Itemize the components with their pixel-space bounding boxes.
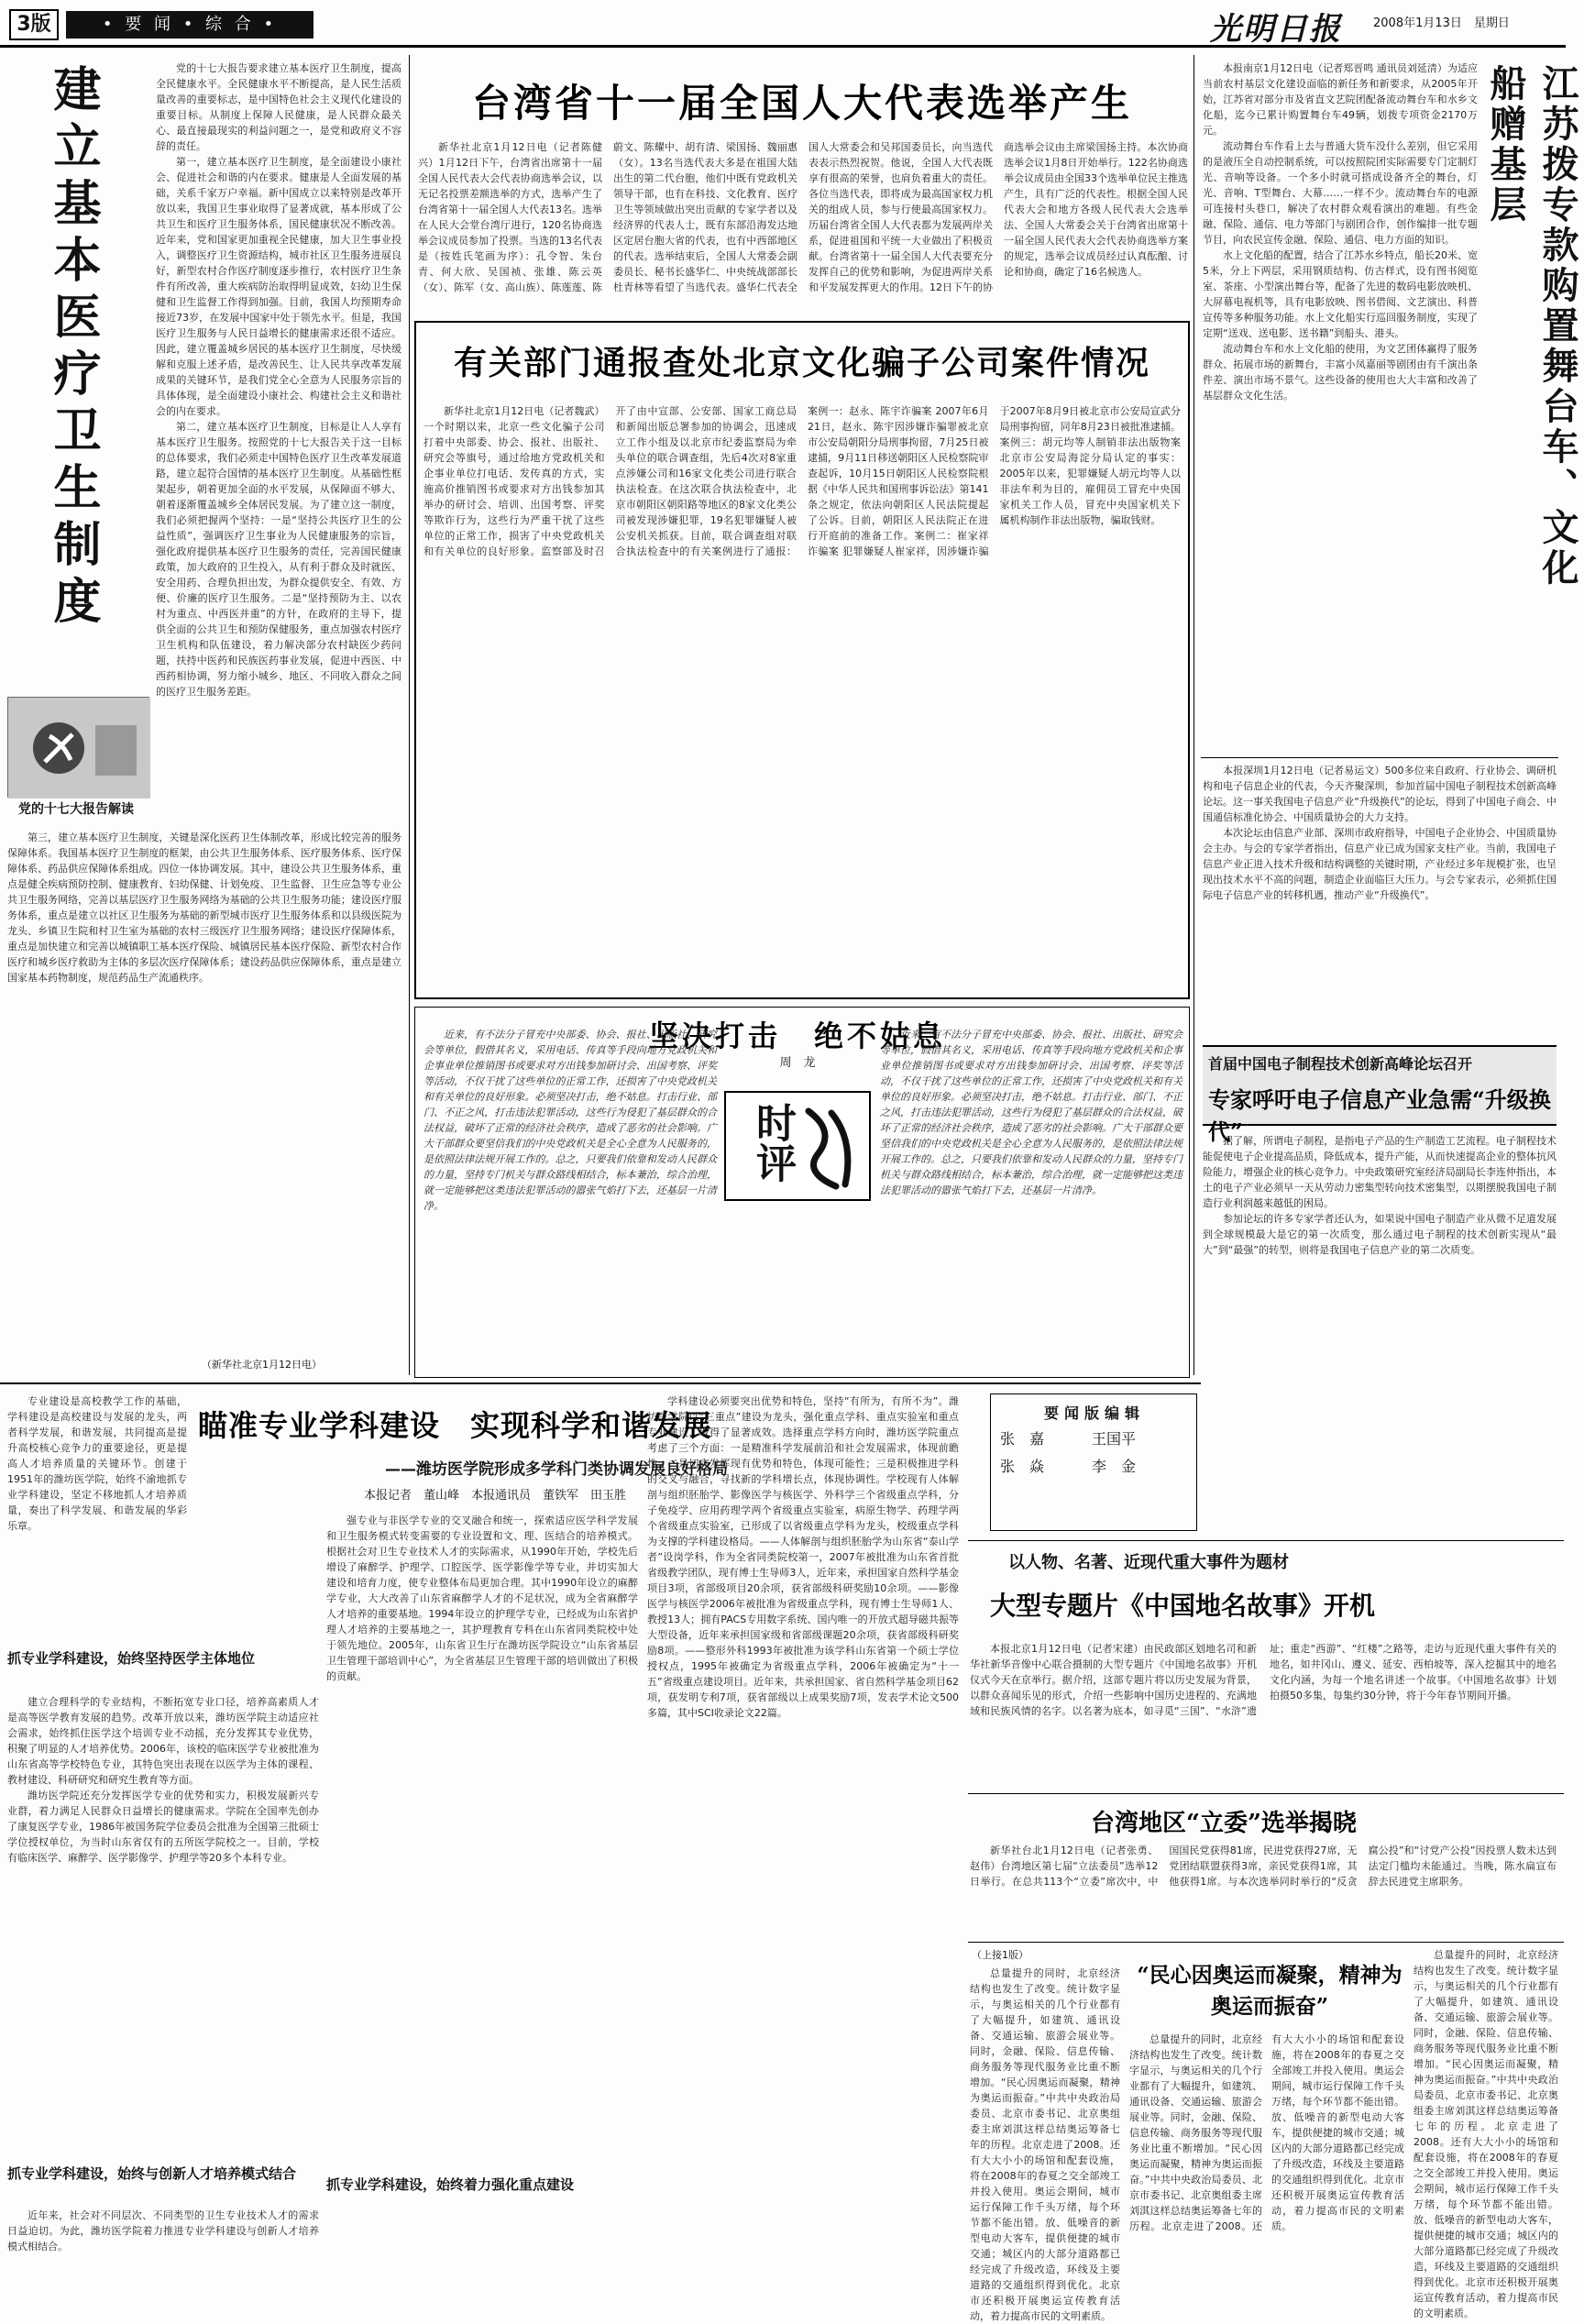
- art6-paragraph: 强专业与非医学专业的交叉融合和统一，探索适应医学科学发展和卫生服务模式转变需要的专业设置和文、理、医结合的培养模式。根据社会对卫生专业技术人才的实际需求，从1990年开始，学校先后增设了麻醉学、护理学、口腔医学、医学影像学等专业，并切实加大建设和培育力度，使专业整体布局更加合理。其中1990年设立的麻醉学专业，大大改善了山东省麻醉学人才的不足状况，成为全省麻醉学人才培养的重要基地。1994年设立的护理学专业，已经成为山东省护理人才培养的主要基地之一，其护理教育专科在山东省同类院校中处于领先地位。2005年，山东省卫生厅在潍坊医学院设立“山东省基层卫生管理干部培训中心”，为全省基层卫生管理干部的培训做出了积极的贡献。: [326, 1514, 638, 1682]
- commentary-body-right: [880, 1027, 1182, 1371]
- art6-paragraph: 潍坊医学院还充分发挥医学专业的优势和实力，积极发展新兴专业群，着力满足人民群众日益增长的健康需求。学院在全国率先创办了康复医学专业，1986年被国务院学位委员会批准为全国第三批硕士学位授权单位，为当时山东省仅有的五所医学院校之一。目前，学校有临床医学、麻醉学、医学影像学、护理学等20多个本科专业。: [7, 1790, 319, 1864]
- art6-col3: [647, 1393, 959, 2235]
- art5-title: 首届中国电子制程技术创新高峰论坛召开: [1208, 1055, 1473, 1073]
- art5-paragraph: 参加论坛的许多专家学者还认为，如果说中国电子制造产业从微不足道发展到全球规模最大是它的第一次质变，那么通过电子制程的技术创新实现从“最大”到“最强”的转型，则将是我国电子信息产业的第二次质变。: [1203, 1213, 1556, 1256]
- art1-body-b: [7, 830, 402, 1352]
- art6-paragraph: 专业建设是高校教学工作的基础，学科建设是高校建设与发展的龙头，两者科学发展，和谐发展，共同提高是提升高校核心竞争力的重要途径，更是提高人才培养质量的关键环节。创建于1951年的潍坊医学院，始终不渝地抓专业学科建设，坚定不移地抓人才培养质量，奏出了科学发展、和谐发展的华彩乐章。: [7, 1395, 187, 1532]
- art6-col1: [7, 1694, 319, 2189]
- art6-paragraph: 近年来，社会对不同层次、不同类型的卫生专业技术人才的需求日益迫切。为此，潍坊医学院着力推进专业学科建设与创新人才培养模式相结合。: [7, 2209, 319, 2252]
- art1-paragraph: 第三，建立基本医疗卫生制度，关键是深化医药卫生体制改革，形成比较完善的服务保障体系。我国基本医疗卫生制度的框架，由公共卫生服务体系、医疗服务体系、医疗保障体系、药品供应保障体系组成。四位一体协调发展。其中，建设公共卫生服务体系，重点是健全疾病预防控制、健康教育、妇幼保健、计划免疫、卫生监督、卫生应急等专业公共卫生服务网络，完善以基层医疗卫生服务网络为基础的公共卫生服务功能；建设医疗服务体系，重点是建立以社区卫生服务为基础的新型城市医疗卫生服务体系和以县级医院为龙头、乡镇卫生院和村卫生室为基础的农村三级医疗卫生服务网络；建设医疗保障体系，重点是加快建立和完善以城镇职工基本医疗保险、城镇居民基本医疗保险、新型农村合作医疗和城乡医疗救助为主体的多层次医疗保障体系；建设药品供应保障体系，重点是建立国家基本药物制度，规范药品生产流通秩序。: [7, 832, 402, 984]
- commentary-author: 周 龙: [779, 1056, 816, 1070]
- masthead: [0, 0, 1566, 48]
- art4-paragraph: 水上文化船的配置，结合了江苏水乡特点，船长20米、宽5米，分上下两层，采用钢质结构、仿古样式，设有图书阅览室、茶座、小型演出舞台等，配备了先进的数码电影放映机、大屏幕电视机等，具有电影放映、图书借阅、文艺演出、科普宣传等多种服务功能。水上文化船实行巡回服务制度，实现了定期“送戏、送电影、送书籍”到船头、港头。: [1203, 249, 1478, 339]
- art1-title: 建立基本医疗卫生制度: [45, 64, 101, 633]
- art9-tag: （上接1版）: [972, 1949, 1028, 1961]
- editors-title: 要闻版编辑: [1043, 1404, 1145, 1422]
- commentary-title: 坚决打击 绝不姑息: [648, 1019, 946, 1053]
- art6-intro: [7, 1393, 187, 1641]
- art1-caption: 党的十七大报告解读: [18, 802, 134, 817]
- commentary-label: 时评: [749, 1102, 796, 1183]
- art9-paragraph: 总量提升的同时，北京经济结构也发生了改变。统计数字显示，与奥运相关的几个行业都有了大幅提升，如建筑、通讯设备、交通运输、旅游会展业等。同时，金融、保险、信息传输、商务服务等现代服务业比重不断增加。“民心因奥运而凝聚，精神为奥运而振奋。”中共中央政治局委员、北京市委书记、北京奥组委主席刘淇这样总结奥运筹备七年的历程。北京走进了2008。还有大大小小的场馆和配套设施，将在2008年的春夏之交全部竣工并投入使用。奥运会期间，城市运行保障工作千头万绪，每个环节都不能出错。放、低噪音的新型电动大客车，提供便捷的城市交通；城区内的大部分道路都已经完成了升级改造，环线及主要道路的交通组织得到优化。北京市还积极开展奥运宣传教育活动，着力提高市民的文明素质。: [1129, 2033, 1404, 2232]
- paper-title: 光明日报: [1210, 11, 1342, 48]
- art9-paragraph: 总量提升的同时，北京经济结构也发生了改变。统计数字显示，与奥运相关的几个行业都有了大幅提升，如建筑、通讯设备、交通运输、旅游会展业等。同时，金融、保险、信息传输、商务服务等现代服务业比重不断增加。“民心因奥运而凝聚，精神为奥运而振奋。”中共中央政治局委员、北京市委书记、北京奥组委主席刘淇这样总结奥运筹备七年的历程。北京走进了2008。还有大大小小的场馆和配套设施，将在2008年的春夏之交全部竣工并投入使用。奥运会期间，城市运行保障工作千头万绪，每个环节都不能出错。放、低噪音的新型电动大客车，提供便捷的城市交通；城区内的大部分道路都已经完成了升级改造，环线及主要道路的交通组织得到优化。北京市还积极开展奥运宣传教育活动，着力提高市民的文明素质。: [1414, 1949, 1558, 2319]
- commentary-paragraph: 近来，有不法分子冒充中央部委、协会、报社、出版社、研究会等单位，假借其名义，采用电话、传真等手段向地方党政机关和企事业单位推销图书或要求对方出钱参加研讨会、出国考察、评奖等活动，不仅干扰了这些单位的正常工作，还损害了中央党政机关和有关单位的良好形象。必须坚决打击，绝不姑息。打击行业、部门、不正之风，打击违法犯罪活动，这些行为侵犯了基层群众的合法权益，破坏了正常的经济社会秩序，造成了恶劣的社会影响。广大干部群众要坚信我们的中央党政机关是全心全意为人民服务的，是依照法律法规开展工作的。总之，只要我们依靠和发动人民群众的力量，坚持专门机关与群众路线相结合，标本兼治，综合治理，就一定能够把这类违法犯罪活动的嚣张气焰打下去，还基层一片清净。: [880, 1029, 1182, 1196]
- art6-byline: 本报记者 董山峰 本报通讯员 董铁军 田玉胜: [363, 1489, 626, 1503]
- art8-title: 台湾地区“立委”选举揭晓: [1091, 1810, 1357, 1837]
- art9-col2: [1129, 2032, 1404, 2235]
- art4-paragraph: 流动舞台车作看上去与普通大货车没什么差别，但它采用的是液压全自动控制系统，可以按照院团实际需要专门定制灯光、音响等设备。一个多小时就可搭成设备齐全的舞台，灯光、音响、T型舞台、大幕……一样不少。流动舞台车的电源可连接村头巷口，解决了农村群众观看演出的难题。有些金融、保险、通信、电力等部门与剧团合作，创作编排一批专题节目，向农民宣传金融、保险、通信、电力方面的知识。: [1203, 140, 1478, 246]
- art2-body: [418, 139, 1188, 314]
- art6-heading-1: 抓专业学科建设，始终坚持医学主体地位: [7, 1650, 256, 1667]
- art5-body-a: [1203, 763, 1556, 1038]
- art6-subtitle: ——潍坊医学院形成多学科门类协调发展良好格局: [385, 1460, 728, 1479]
- art5-paragraph: 本次论坛由信息产业部、深圳市政府指导，中国电子企业协会、中国质量协会主办。与会的专家学者指出，信息产业已成为国家支柱产业。当前，我国电子信息产业正进入技术升级和结构调整的关键时期，产业经过多年规模扩张，也呈现出技术水平不高的问题，制造企业面临巨大压力。与会专家表示，必须抓住国际电子信息产业的转移机遇，推动产业“升级换代”。: [1203, 827, 1556, 901]
- art1-paragraph: 党的十七大报告要求建立基本医疗卫生制度，提高全民健康水平。全民健康水平不断提高，是人民生活质量改善的重要标志，是中国特色社会主义现代化建设的重要目标。从制度上保障人民健康，是人民群众最关心、最直接最现实的利益问题之一，是党和政府义不容辞的责任。: [156, 62, 402, 152]
- art6-heading-2: 抓专业学科建设，始终与创新人才培养模式结合: [7, 2165, 297, 2182]
- art7-body: [970, 1641, 1556, 1788]
- art8-paragraph: 新华社台北1月12日电（记者张勇、赵伟）台湾地区第七届“立法委员”选举12日举行。在总共113个“立委”席次中，中国国民党获得81席，民进党获得27席，无党团结联盟获得3席，亲民党获得1席，其他获得1席。与本次选举同时举行的“反贪腐公投”和“讨党产公投”因投票人数未达到法定门槛均未能通过。当晚，陈水扁宣布辞去民进党主席职务。: [970, 1845, 1556, 1888]
- art5-paragraph: 据了解，所谓电子制程，是指电子产品的生产制造工艺流程。电子制程技术能促使电子企业提高品质，降低成本，提升产能，从而快速提高企业的整体抗风险能力，增强企业的核心竞争力。中央政策研究室经济局副局长李连仲指出，本土的电子产业必须早一天从劳动力密集型转向技术密集型，以期摆脱我国电子制造行业利润越来越低的困局。: [1203, 1135, 1556, 1209]
- art4-paragraph: 流动舞台车和水上文化船的使用，为文艺团体赢得了服务群众、拓展市场的新舞台，丰富小凤嘉丽等剧团由有千演出条件差、演出市场不景气。这些设备的使用也大大丰富和改善了基层群众文化生活。: [1203, 343, 1478, 402]
- art1-body-a: [156, 61, 402, 831]
- art5-subtitle: 专家呼吁电子信息产业急需“升级换代”: [1208, 1086, 1551, 1145]
- art3-body: [424, 403, 1181, 990]
- art7-paragraph: 本报北京1月12日电（记者宋建）由民政部区划地名司和新华社新华音像中心联合摄制的大型专题片《中国地名故事》开机仪式今天在京举行。据介绍，这部专题片将以历史发展为背景，以群众喜闻乐见的形式，介绍一些影响中国历史进程的、充满地域和民族风情的名字。以名著为底本，如寻觅“三国”、“水浒”遗址；重走“西游”、“红楼”之路等，走访与近现代重大事件有关的地名，如井冈山、遵义、延安、西柏坡等，深入挖掘其中的地名文化内涵，为每一个地名讲述一个故事。《中国地名故事》计划拍摄50多集，每集约30分钟，将于今年春节期间开播。: [970, 1643, 1556, 1717]
- art3-title: 有关部门通报查处北京文化骗子公司案件情况: [453, 344, 1150, 382]
- commentary-label-box: [724, 1091, 871, 1201]
- commentary-body-left: [424, 1027, 717, 1371]
- editor-name: 张 嘉: [1000, 1430, 1045, 1448]
- art1-paragraph: 第一，建立基本医疗卫生制度，是全面建设小康社会、促进社会和谐的内在要求。健康是人全面发展的基础，关系千家万户幸福。新中国成立以来特别是改革开放以来，我国卫生事业取得了显著成就，基本形成了公共卫生和医疗卫生服务体系，国民健康状况不断改善。近年来，党和国家更加重视全民健康，加大卫生事业投入，调整医疗卫生资源结构，城市社区卫生服务进展良好，新型农村合作医疗制度逐步推行，农村医疗卫生条件有所改善，重大疾病防治取得明显成效，妇幼卫生保健和卫生监督工作得到加强。目前，我国人均预期寿命接近73岁，在发展中国家中处于领先水平。但是，我国医疗卫生服务与人民日益增长的健康需求还很不适应。因此，建立覆盖城乡居民的基本医疗卫生制度，尽快缓解和克服上述矛盾，是改善民生、让人民共享改革发展成果的关键环节，是我们党全心全意为人民服务宗旨的具体体现，是全面建设小康社会、构建社会主义和谐社会的内在要求。: [156, 156, 402, 417]
- date-line: 2008年1月13日 星期日: [1373, 17, 1510, 30]
- art6-title: 瞄准专业学科建设 实现科学和谐发展: [198, 1408, 713, 1443]
- art2-paragraph: 新华社北京1月12日电（记者陈健兴）1月12日下午，台湾省出席第十一届全国人民代表大会代表协商选举会议，以无记名投票差额选举的方式，选举产生了台湾省第十一届全国人大代表13名。选举在人民大会堂台湾厅进行，120名协商选举会议成员参加了投票。当选的13名代表是（按姓氏笔画为序）：孔令智、朱台青、何大欣、吴国祯、张雄、陈云英（女）、陈军（女、高山族）、陈莲莲、陈蔚文、陈耀中、胡有清、梁国扬、魏丽惠（女）。13名当选代表大多是在祖国大陆出生的第二代台胞，他们中既有党政机关领导干部，也有在科技、文化教育、医疗卫生等领域做出突出贡献的专家学者以及经济界的代表人士，既有东部沿海发达地区定居台胞大省的代表，也有中西部地区的代表。选举结束后，全国人大常委会副委员长、秘书长盛华仁、中央统战部部长杜青林等看望了当选代表。盛华仁代表全国人大常委会和吴邦国委员长，向当选代表表示热烈祝贺。他说，全国人大代表既享有很高的荣誉，也肩负着重大的责任。各位当选代表，即将成为最高国家权力机关的组成人员，参与行使最高国家权力。历届台湾省全国人大代表都为发展两岸关系，促进祖国和平统一大业做出了积极贡献。台湾省第十一届全国人大代表要充分发挥自己的优势和影响，为促进两岸关系和平发展发挥更大的作用。12日下午的协商选举会议由主席梁国扬主持。本次协商选举会议1月8日开始举行。122名协商选举会议成员由全国33个选举单位民主推选产生，具有广泛的代表性。根据全国人民代表大会和地方各级人民代表大会选举法、全国人大常委会关于台湾省出席第十一届全国人民代表大会代表协商选举方案的规定，选举会议成员经过认真酝酿、讨论和协商，确定了16名候选人。: [418, 141, 1188, 293]
- art6-heading-3: 抓专业学科建设，始终着力强化重点建设: [326, 2176, 575, 2193]
- art6-col2: [326, 1513, 638, 2173]
- art2-title: 台湾省十一届全国人大代表选举产生: [471, 81, 1132, 126]
- art7-title: 大型专题片《中国地名故事》开机: [990, 1591, 1376, 1621]
- art9-paragraph: 总量提升的同时，北京经济结构也发生了改变。统计数字显示，与奥运相关的几个行业都有了大幅提升，如建筑、通讯设备、交通运输、旅游会展业等。同时，金融、保险、信息传输、商务服务等现代服务业比重不断增加。“民心因奥运而凝聚，精神为奥运而振奋。”中共中央政治局委员、北京市委书记、北京奥组委主席刘淇这样总结奥运筹备七年的历程。北京走进了2008。还有大大小小的场馆和配套设施，将在2008年的春夏之交全部竣工并投入使用。奥运会期间，城市运行保障工作千头万绪，每个环节都不能出错。放、低噪音的新型电动大客车，提供便捷的城市交通；城区内的大部分道路都已经完成了升级改造，环线及主要道路的交通组织得到优化。北京市还积极开展奥运宣传教育活动，着力提高市民的文明素质。: [970, 1967, 1120, 2322]
- art5-headline-box: [1203, 1045, 1556, 1145]
- art5-body-b: [1203, 1133, 1556, 1541]
- art4-title: 江苏拨专款购置舞台车、文化船赠基层: [1484, 64, 1579, 589]
- editors-box: [990, 1393, 1197, 1531]
- editor-name: 李 金: [1092, 1458, 1137, 1475]
- art9-title: “民心因奥运而凝聚，精神为奥运而振奋”: [1137, 1963, 1402, 2019]
- art4-paragraph: 本报南京1月12日电（记者郑晋鸣 通讯员刘延清）为适应当前农村基层文化建设面临的新任务和新要求，从2005年开始，江苏省对部分市及省直文艺院团配备流动舞台车和水乡文化船，迄今已累计购置舞台车49辆，划拨专项资金2170万元。: [1203, 62, 1478, 137]
- commentary-paragraph: 近来，有不法分子冒充中央部委、协会、报社、出版社、研究会等单位，假借其名义，采用电话、传真等手段向地方党政机关和企事业单位推销图书或要求对方出钱参加研讨会、出国考察、评奖等活动，不仅干扰了这些单位的正常工作，还损害了中央党政机关和有关单位的良好形象。必须坚决打击，绝不姑息。打击行业、部门、不正之风，打击违法犯罪活动，这些行为侵犯了基层群众的合法权益，破坏了正常的经济社会秩序，造成了恶劣的社会影响。广大干部群众要坚信我们的中央党政机关是全心全意为人民服务的，是依照法律法规开展工作的。总之，只要我们依靠和发动人民群众的力量，坚持专门机关与群众路线相结合，标本兼治，综合治理，就一定能够把这类违法犯罪活动的嚣张气焰打下去，还基层一片清净。: [424, 1029, 717, 1212]
- edition-number: 3版: [9, 9, 59, 40]
- art5-paragraph: 本报深圳1月12日电（记者易运文）500多位来自政府、行业协会、调研机构和电子信息企业的代表，今天齐聚深圳，参加首届中国电子制程技术创新高峰论坛。这一事关我国电子信息产业“升级换代”的论坛，得到了中国电子商会、中国通信标准化协会、中国质量协会的大力支持。: [1203, 765, 1556, 823]
- art6-col1-end: [7, 2208, 319, 2252]
- editor-name: 王国平: [1092, 1430, 1137, 1448]
- art3-paragraph: 新华社北京1月12日电（记者魏武）一个时期以来，北京一些文化骗子公司打着中央部委、协会、报社、出版社、研究会等旗号，通过给地方党政机关和企事业单位打电话、发传真的方式，实施高价推销图书或要求对方出钱参加其举办的研讨会、培训、出国考察、评奖等欺诈行为，这些行为严重干扰了这些单位的正常工作，损害了中央党政机关和有关单位的良好形象。监察部及时召开了由中宣部、公安部、国家工商总局和新闻出版总署参加的协调会，迅速成立工作小组及以北京市纪委监察局为牵头单位的联合调查组，先后4次对8家重点涉嫌公司和16家文化类公司进行联合执法检查。在这次联合执法检查中，北京市朝阳区朝阳路等地区的8家文化类公司被发现涉嫌犯罪，19名犯罪嫌疑人被公安机关抓获。目前，联合调查组对联合执法检查中的有关案例进行了通报：案例一：赵永、陈宇诈骗案 2007年6月21日，赵永、陈宇因涉嫌诈骗罪被北京市公安局朝阳分局刑事拘留，7月25日被逮捕，9月11日移送朝阳区人民检察院审查起诉，10月15日朝阳区人民检察院根据《中华人民共和国刑事诉讼法》第141条之规定，依法向朝阳区人民法院提起了公诉。目前，朝阳区人民法院正在进行开庭前的准备工作。案例二：崔家祥诈骗案 犯罪嫌疑人崔家祥，因涉嫌诈骗于2007年8月9日被北京市公安局宣武分局刑事拘留，同年8月23日被批准逮捕。案例三：胡元均等人制销非法出版物案 北京市公安局海淀分局认定的事实：2005年以来，犯罪嫌疑人胡元均等人以非法牟利为目的，雇佣员工冒充中央国家机关工作人员，冒充中央国家机关下属机构制作非法出版物，骗取钱财。: [424, 405, 1181, 557]
- art9-col3: [1414, 1947, 1558, 2319]
- section-label: • 要 闻 • 综 合 •: [66, 11, 314, 39]
- party-emblem-image: [7, 697, 149, 798]
- art6-paragraph: 学科建设必须要突出优势和特色，坚持“有所为，有所不为”。潍坊医学院以“三重点”建设为龙头，强化重点学科、重点实验室和重点专业建设，取得了显著成效。选择重点学科方向时，潍坊医学院重点考虑了三个方面：一是精准科学发展前沿和社会发展需求，体现前瞻性；二是切实发挥现有优势和特色，体现可能性；三是积极推进学科的交叉与融合，寻找新的学科增长点，体现协调性。学校现有人体解剖与组织胚胎学、影像医学与核医学、外科学三个省级重点学科，分子免疫学、应用药理学两个省级重点实验室，病原生物学、药理学两个省级重点实验室，已形成了以省级重点学科为龙头，校级重点学科为支撑的学科建设格局。——人体解剖与组织胚胎学为山东省“泰山学者”设岗学科，作为全省同类院校第一，2007年被批准为山东省首批省级教学团队，现有博士生导师3人，近年来，承担国家自然科学基金项目3项，省部级项目20余项，获省部级科研奖励10余项。——影像医学与核医学2006年被批准为省级重点学科，现有博士生导师1人、教授13人；拥有PACS专用数字系统、国内唯一的开放式超导磁共振等大型设备，近年来承担国家级和省部级课题20余项，获省部级科研奖励8项。——整形外科1993年被批准为该学科山东省第一个硕士学位授权点，1995年被确定为省级重点学科，2006年被确定为“十一五”省级重点建设项目。近年来，共承担国家、省自然科学基金项目62项，获发明专利7项，获省部级以上成果奖励7项，发表学术论文500多篇，其中SCI收录论文22篇。: [647, 1395, 959, 1719]
- art1-sign: （新华社北京1月12日电）: [202, 1359, 322, 1371]
- art1-paragraph: 第二，建立基本医疗卫生制度，目标是让人人享有基本医疗卫生服务。按照党的十七大报告关于这一目标的总体要求，我们必须走中国特色医疗卫生改革发展道路，建立起符合国情的基本医疗卫生制度。从基础性框架起步，朝着更加全面的水平发展，从保障面不够大、朝着逐渐覆盖城乡全体居民发展。为了建立这一制度，我们必须把握两个坚持：一是“坚持公共医疗卫生的公益性质”，强调医疗卫生事业为人民健康服务的宗旨，强化政府提供基本医疗卫生服务的责任，完善国民健康政策，加大政府的卫生投入，从有利于群众及时就医、安全用药、合理负担出发，为群众提供安全、有效、方便、价廉的医疗卫生服务。二是“坚持预防为主、以农村为重点、中西医并重”的方针，在政府的主导下，提供全面的公共卫生和预防保健服务，重点加强农村医疗卫生机构和队伍建设，着力解决部分农村缺医少药问题，扶持中医药和民族医药事业发展，促进中西医、中西药相协调，努力缩小城乡、地区、不同收入群众之间的医疗卫生服务差距。: [156, 421, 402, 698]
- art7-title-pre: 以人物、名著、近现代重大事件为题材: [1008, 1553, 1289, 1572]
- editor-name: 张 焱: [1000, 1458, 1045, 1475]
- art8-body: [970, 1843, 1556, 1934]
- brush-logo-icon: [799, 1104, 864, 1192]
- art9-col1: [970, 1966, 1120, 2322]
- art6-paragraph: 建立合理科学的专业结构，不断拓宽专业口径，培养高素质人才是高等医学教育发展的趋势。改革开放以来，潍坊医学院主动适应社会需求，始终抓住医学这个培训专业不动摇，充分发挥其专业优势，积聚了明显的人才培养优势。2006年，该校的临床医学专业被批准为山东省高等学校特色专业，其特色突出表现在以医学为主体的课程、教材建设、科研研究和研究生教育等方面。: [7, 1696, 319, 1786]
- art4-body: [1203, 61, 1478, 748]
